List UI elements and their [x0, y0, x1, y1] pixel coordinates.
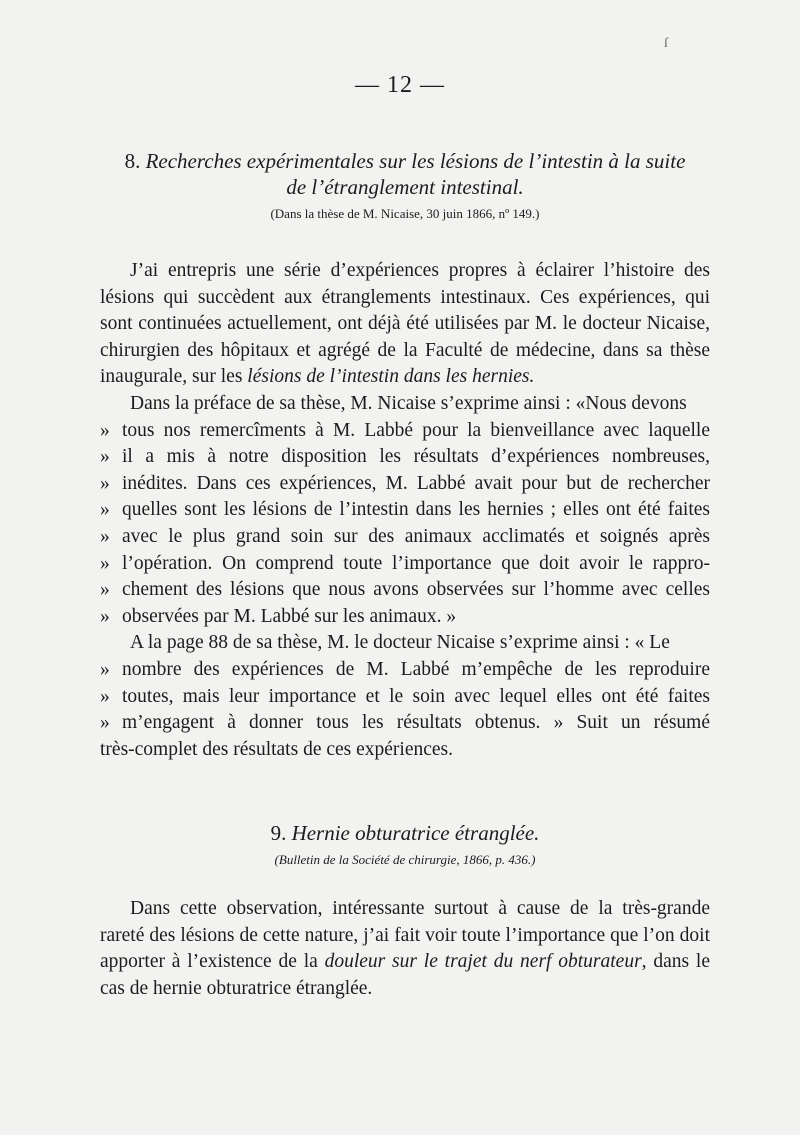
section-9-title	[100, 820, 710, 846]
quote-text: il a mis à notre disposition les résultats d’expériences nombreuses,	[122, 446, 710, 468]
quote-mark: »	[100, 472, 110, 494]
section-8-body	[100, 258, 710, 763]
section-9-heading	[100, 820, 710, 868]
paragraph-text: , dans le cas de hernie obturatrice étranglée.	[100, 951, 710, 999]
section-8-title-line1: Recherches expérimentales sur les lésions de l’intestin à la suite	[145, 149, 686, 173]
quote-line	[100, 657, 710, 684]
quote-line	[100, 444, 710, 471]
section-8-title-line2: de l’étranglement intestinal.	[286, 175, 524, 199]
page-number: — 12 —	[355, 72, 445, 98]
section-8-heading	[100, 148, 710, 222]
quote-text: l’opération. On comprend toute l’importance que doit avoir le rappro-	[122, 552, 710, 574]
quote-text: toutes, mais leur importance et le soin avec lequel elles ont été faites	[122, 685, 710, 707]
corner-mark: ſ	[664, 36, 668, 51]
quote-mark: »	[100, 499, 110, 521]
paragraph-text: Dans cette observation, intéressante surtout à cause de la très-grande rareté des lésions de cette nature, j’ai fait voir toute l’importance que l’on doit apporter à l’existence de la	[100, 898, 710, 973]
section-8-number: 8.	[124, 149, 141, 173]
quote-text: observées par M. Labbé sur les animaux. »	[122, 605, 457, 627]
section-8-title	[100, 148, 710, 200]
paragraph	[100, 258, 710, 391]
paragraph: très-complet des résultats de ces expériences.	[100, 738, 454, 760]
quote-text: quelles sont les lésions de l’intestin dans les hernies ; elles ont été faites	[122, 499, 710, 521]
quote-line	[100, 524, 710, 551]
section-9-body	[100, 896, 710, 1002]
quote-mark: »	[100, 658, 110, 680]
quote-mark: »	[100, 712, 110, 734]
quote-text: nombre des expériences de M. Labbé m’empêche de les reproduire	[122, 658, 710, 680]
paragraph-text: J’ai entrepris une série d’expériences propres à éclairer l’histoire des lésions qui succèdent aux étranglements intestinaux. Ces expériences, qui sont continuées actuellement, ont déjà été utilisées par M. le docteur Nicaise, chirurgien des hôpitaux et agrégé de la Faculté de médecine, dans sa thèse inaugurale, sur les	[100, 260, 710, 388]
quote-mark: »	[100, 525, 110, 547]
paragraph: Dans la préface de sa thèse, M. Nicaise s’exprime ainsi : «Nous devons	[130, 392, 687, 414]
paragraph-italic: douleur sur le trajet du nerf obturateur	[324, 951, 642, 973]
quote-line	[100, 418, 710, 445]
quote-mark: »	[100, 446, 110, 468]
paragraph: A la page 88 de sa thèse, M. le docteur Nicaise s’exprime ainsi : « Le	[130, 632, 670, 654]
quote-mark: »	[100, 552, 110, 574]
quote-mark: »	[100, 579, 110, 601]
quote-line	[100, 710, 710, 737]
quote-line	[100, 684, 710, 711]
quote-line	[100, 551, 710, 578]
quote-text: chement des lésions que nous avons observées sur l’homme avec celles	[122, 579, 710, 601]
quote-mark: »	[100, 605, 110, 627]
paragraph	[100, 896, 710, 1002]
section-9-number: 9.	[270, 821, 287, 845]
quote-line	[100, 471, 710, 498]
section-9-title-text: Hernie obturatrice étranglée.	[291, 821, 540, 845]
quote-line	[100, 604, 710, 631]
quote-mark: »	[100, 685, 110, 707]
quote-mark: »	[100, 419, 110, 441]
section-8-source: (Dans la thèse de M. Nicaise, 30 juin 1866, nº 149.)	[270, 206, 540, 221]
quote-line	[100, 497, 710, 524]
quote-text: tous nos remercîments à M. Labbé pour la bienveillance avec laquelle	[122, 419, 710, 441]
quote-text: m’engagent à donner tous les résultats obtenus. » Suit un résumé	[122, 712, 710, 734]
quote-text: avec le plus grand soin sur des animaux acclimatés et soignés après	[122, 525, 710, 547]
quote-line	[100, 577, 710, 604]
paragraph-italic: lésions de l’intestin dans les hernies.	[247, 366, 535, 388]
quote-text: inédites. Dans ces expériences, M. Labbé avait pour but de rechercher	[122, 472, 710, 494]
section-9-source: (Bulletin de la Société de chirurgie, 1866, p. 436.)	[274, 852, 536, 867]
